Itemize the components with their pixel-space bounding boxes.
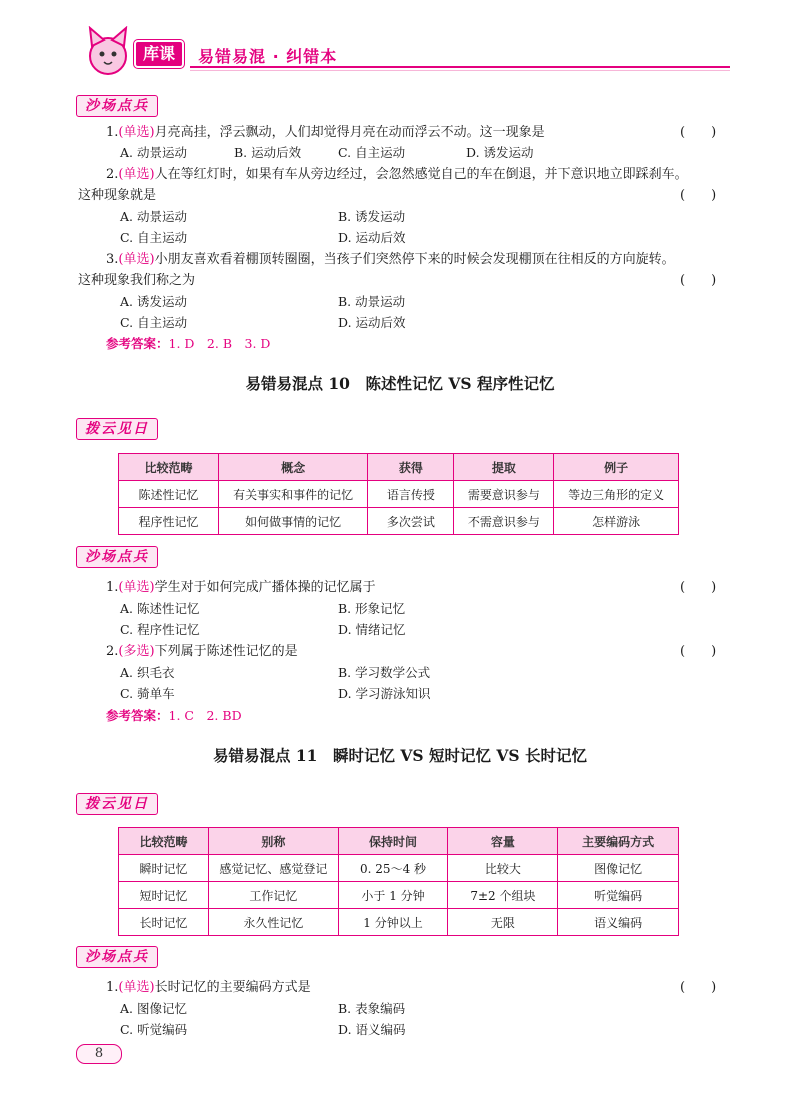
option: A. 图像记忆 [120, 1001, 187, 1016]
section-tag-practice: 沙场点兵 [76, 95, 158, 117]
section-tag-practice: 沙场点兵 [76, 546, 158, 568]
table-cell: 感觉记忆、感觉登记 [209, 855, 339, 882]
table-header: 比较范畴 [119, 454, 219, 481]
table-cell: 1 分钟以上 [338, 909, 448, 936]
table-cell: 听觉编码 [558, 882, 679, 909]
question-s11-1: 1.(单选)长时记忆的主要编码方式是 [106, 980, 311, 995]
header-divider-light [190, 70, 730, 71]
option: D. 运动后效 [338, 315, 406, 330]
option: B. 表象编码 [338, 1001, 406, 1016]
header-divider [190, 66, 730, 68]
table-cell: 比较大 [448, 855, 558, 882]
answer-blank: ( ) [680, 125, 717, 140]
option: B. 诱发运动 [338, 209, 406, 224]
header-title: 易错易混 · 纠错本 [198, 47, 338, 66]
reference-answer: 参考答案：1. C 2. BD [106, 708, 242, 723]
section-tag-clarify: 拨云见日 [76, 418, 158, 440]
table-cell: 怎样游泳 [554, 508, 679, 535]
option: A. 织毛衣 [120, 665, 175, 680]
comparison-table-11 [118, 827, 679, 936]
section-title-11: 易错易混点 11 瞬时记忆 VS 短时记忆 VS 长时记忆 [213, 746, 587, 765]
option: A. 动景运动 [120, 145, 187, 160]
table-cell: 不需意识参与 [454, 508, 554, 535]
table-header-row [119, 828, 679, 855]
table-cell: 短时记忆 [119, 882, 209, 909]
table-header: 比较范畴 [119, 828, 209, 855]
answer-blank: ( ) [680, 273, 717, 288]
option: B. 运动后效 [234, 145, 302, 160]
table-header: 提取 [454, 454, 554, 481]
section-tag-clarify: 拨云见日 [76, 793, 158, 815]
answer-blank: ( ) [680, 580, 717, 595]
table-cell: 需要意识参与 [454, 481, 554, 508]
answer-blank: ( ) [680, 644, 717, 659]
table-row [119, 481, 679, 508]
question-b1-2: 2.(单选)人在等红灯时，如果有车从旁边经过，会忽然感觉自己的车在倒退，并下意识地立即踩刹车。 [106, 167, 688, 182]
option: A. 陈述性记忆 [120, 601, 200, 616]
option: C. 自主运动 [338, 145, 406, 160]
table-header: 容量 [448, 828, 558, 855]
option: C. 自主运动 [120, 315, 188, 330]
table-header: 概念 [218, 454, 367, 481]
question-b1-3-cont: 这种现象我们称之为 [78, 273, 196, 288]
table-header: 例子 [554, 454, 679, 481]
answer-blank: ( ) [680, 980, 717, 995]
table-row [119, 882, 679, 909]
option: B. 动景运动 [338, 294, 406, 309]
table-cell: 程序性记忆 [119, 508, 219, 535]
option: D. 情绪记忆 [338, 622, 406, 637]
table-row [119, 855, 679, 882]
option: C. 骑单车 [120, 686, 175, 701]
question-b1-2-cont: 这种现象就是 [78, 188, 157, 203]
option: C. 听觉编码 [120, 1022, 188, 1037]
option: C. 自主运动 [120, 230, 188, 245]
page-number: 8 [76, 1044, 122, 1064]
option: B. 学习数学公式 [338, 665, 431, 680]
table-cell: 图像记忆 [558, 855, 679, 882]
option: D. 学习游泳知识 [338, 686, 431, 701]
table-header: 保持时间 [338, 828, 448, 855]
table-cell: 瞬时记忆 [119, 855, 209, 882]
answer-blank: ( ) [680, 188, 717, 203]
question-s10-2: 2.(多选)下列属于陈述性记忆的是 [106, 644, 298, 659]
comparison-table-10 [118, 453, 679, 535]
table-cell: 无限 [448, 909, 558, 936]
table-cell: 陈述性记忆 [119, 481, 219, 508]
table-cell: 语言传授 [368, 481, 454, 508]
table-cell: 小于 1 分钟 [338, 882, 448, 909]
table-header: 别称 [209, 828, 339, 855]
table-cell: 长时记忆 [119, 909, 209, 936]
table-header-row [119, 454, 679, 481]
option: D. 语义编码 [338, 1022, 406, 1037]
table-cell: 7±2 个组块 [448, 882, 558, 909]
reference-answer: 参考答案：1. D 2. B 3. D [106, 336, 271, 351]
table-cell: 永久性记忆 [209, 909, 339, 936]
option: D. 诱发运动 [466, 145, 534, 160]
option: D. 运动后效 [338, 230, 406, 245]
table-cell: 0. 25～4 秒 [338, 855, 448, 882]
option: B. 形象记忆 [338, 601, 406, 616]
question-s10-1: 1.(单选)学生对于如何完成广播体操的记忆属于 [106, 580, 376, 595]
option: C. 程序性记忆 [120, 622, 200, 637]
table-cell: 有关事实和事件的记忆 [218, 481, 367, 508]
section-tag-practice: 沙场点兵 [76, 946, 158, 968]
question-b1-1: 1.(单选)月亮高挂，浮云飘动，人们却觉得月亮在动而浮云不动。这一现象是 [106, 125, 545, 140]
table-row [119, 909, 679, 936]
section-title-10: 易错易混点 10 陈述性记忆 VS 程序性记忆 [245, 374, 555, 393]
table-cell: 多次尝试 [368, 508, 454, 535]
table-cell: 等边三角形的定义 [554, 481, 679, 508]
brand-logo: 库课 [134, 40, 184, 68]
question-b1-3: 3.(单选)小朋友喜欢看着棚顶转圈圈，当孩子们突然停下来的时候会发现棚顶在往相反的方向旋转。 [106, 252, 675, 267]
table-header: 获得 [368, 454, 454, 481]
table-cell: 语义编码 [558, 909, 679, 936]
table-cell: 如何做事情的记忆 [218, 508, 367, 535]
table-row [119, 508, 679, 535]
option: A. 诱发运动 [120, 294, 187, 309]
table-cell: 工作记忆 [209, 882, 339, 909]
fox-mascot-logo [80, 26, 136, 78]
table-header: 主要编码方式 [558, 828, 679, 855]
option: A. 动景运动 [120, 209, 187, 224]
